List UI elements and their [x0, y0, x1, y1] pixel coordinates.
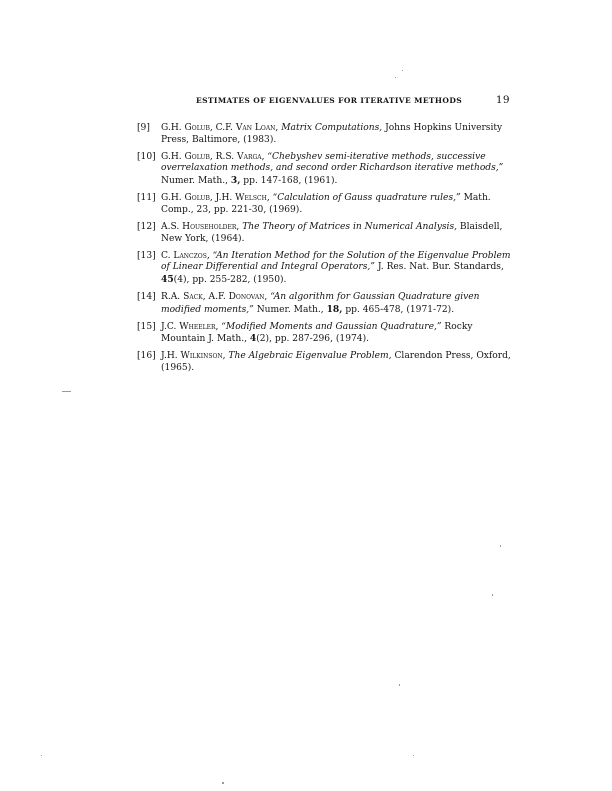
reference-journal: Numer. Math.,	[161, 176, 228, 187]
reference-journal: Numer. Math.,	[256, 304, 324, 315]
reference-9	[137, 123, 513, 146]
scan-mark	[222, 782, 224, 784]
page-number: 19	[495, 94, 510, 106]
reference-journal: J. Res. Nat. Bur. Standards,	[377, 262, 504, 273]
reference-11	[137, 193, 513, 216]
reference-label: [16]	[137, 351, 156, 362]
reference-body	[161, 152, 513, 188]
reference-pages: (4), pp. 255-282, (1950).	[173, 274, 287, 285]
reference-authors: G.H. Golub, R.S. Varga,	[161, 151, 265, 162]
reference-label: [11]	[137, 193, 156, 204]
reference-volume: 3,	[230, 175, 241, 187]
reference-label: [13]	[137, 250, 156, 261]
reference-journal: Rocky Mountain J. Math.,	[161, 321, 473, 345]
scan-mark	[500, 545, 501, 547]
reference-label: [10]	[137, 151, 156, 162]
reference-title: The Algebraic Eigenvalue Problem,	[228, 351, 392, 362]
scan-mark	[413, 755, 414, 756]
scan-mark	[399, 684, 400, 686]
reference-label: [15]	[137, 321, 156, 332]
scan-mark	[492, 594, 493, 596]
reference-publication: Clarendon Press, Oxford, (1965).	[161, 351, 511, 374]
reference-authors: J.C. Wheeler,	[161, 321, 219, 332]
reference-16	[137, 351, 513, 374]
reference-body	[161, 222, 513, 245]
reference-title: “An Iteration Method for the Solution of the Eigenvalue Problem of Linear Differential and Integral Operators,”	[161, 250, 511, 273]
reference-list	[137, 123, 513, 380]
reference-authors: J.H. Wilkinson,	[161, 351, 226, 362]
reference-12	[137, 222, 513, 245]
scan-mark	[402, 70, 403, 71]
reference-10	[137, 152, 513, 188]
reference-publication: Blaisdell, New York, (1964).	[161, 221, 503, 244]
reference-authors: C. Lanczos,	[161, 250, 210, 261]
reference-pages: pp. 465-478, (1971-72).	[345, 304, 455, 315]
reference-title: The Theory of Matrices in Numerical Analysis,	[242, 221, 458, 232]
reference-body	[161, 251, 513, 287]
reference-authors: A.S. Householder,	[161, 221, 240, 232]
scan-mark	[41, 755, 42, 756]
running-title: ESTIMATES OF EIGENVALUES FOR ITERATIVE METHODS	[196, 96, 463, 105]
reference-volume: 45	[161, 273, 174, 285]
reference-body	[161, 123, 513, 146]
reference-publication: Johns Hopkins University Press, Baltimore, (1983).	[161, 123, 503, 145]
scan-mark	[62, 391, 71, 392]
reference-authors: R.A. Sack, A.F. Donovan,	[161, 291, 268, 302]
reference-title: Matrix Computations,	[281, 123, 383, 133]
reference-label: [9]	[137, 123, 150, 133]
reference-body	[161, 322, 513, 346]
reference-label: [12]	[137, 221, 156, 232]
reference-14	[137, 292, 513, 316]
reference-pages: pp. 147-168, (1961).	[243, 176, 338, 187]
reference-body	[161, 193, 513, 216]
reference-label: [14]	[137, 291, 156, 302]
reference-title: “An algorithm for Gaussian Quadrature given modified moments,”	[161, 291, 480, 315]
scan-mark	[395, 77, 396, 78]
reference-body	[161, 292, 513, 316]
reference-title: “Modified Moments and Gaussian Quadrature,”	[221, 321, 442, 332]
reference-body	[161, 351, 513, 374]
reference-authors: G.H. Golub, J.H. Welsch,	[161, 193, 270, 204]
reference-volume: 4	[249, 333, 257, 345]
reference-15	[137, 322, 513, 346]
reference-13	[137, 251, 513, 287]
reference-volume: 18,	[326, 303, 343, 315]
reference-authors: G.H. Golub, C.F. Van Loan,	[161, 123, 279, 133]
reference-publication: Math. Comp., 23, pp. 221-30, (1969).	[161, 193, 491, 215]
reference-title: “Chebyshev semi-iterative methods, successive overrelaxation methods, and second order Richardson iterative methods,”	[161, 151, 504, 174]
reference-title: “Calculation of Gauss quadrature rules,”	[272, 193, 461, 204]
reference-pages: (2), pp. 287-296, (1974).	[256, 334, 370, 345]
